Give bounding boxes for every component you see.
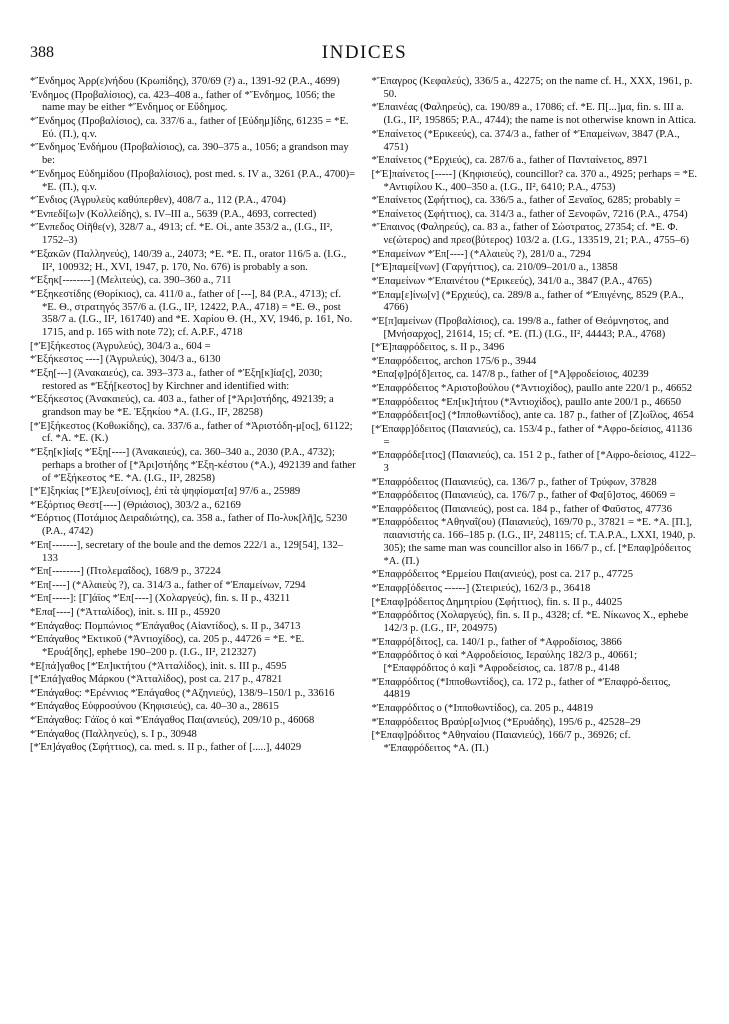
page-header xyxy=(30,40,699,66)
left-column xyxy=(30,76,358,1010)
index-entry: *Ἐπαφρόδειτος *Αριστοβούλου (*Ἀντιοχίδος), paullo ante 220/1 p., 46652 xyxy=(371,383,693,395)
index-entry: *Ἐπ[-----]: [Γ]άϊος *Ἐπ[----] (Χολαργεύς), fin. s. II p., 43211 xyxy=(30,593,291,605)
index-entry: *Ἐπαφρόδειτος Βραύρ[ω]νιος (*Ερυάδης), 195/6 p., 42528–29 xyxy=(371,716,641,728)
index-entry: *Ἐξήκεστος ----] (Ἀγρυλεύς), 304/3 a., 6130 xyxy=(30,354,221,366)
index-entry: *Ἐπ[--------] (Πτολεμαΐδος), 168/9 p., 37224 xyxy=(30,566,221,578)
index-entry: *Ἐπ[-------], secretary of the boule and the demos 222/1 a., 129[54], 132–133 xyxy=(30,539,344,564)
index-entry: *Ἐπαίνετος (Σφήττιος), ca. 314/3 a., father of Ξενοφῶν, 7216 (P.A., 4754) xyxy=(371,208,688,220)
index-entry: *Ἐπαφρό[διτος], ca. 140/1 p., father of *Αφροδίσιος, 3866 xyxy=(371,636,622,648)
index-entry: *Ἐπάγαθος *Εκτικοῦ (*Ἀντιοχίδος), ca. 205 p., 44726 = *Ε. *Ε. *Ερυά[δης], ephebe 190–200 p. (I.G., II², 212327) xyxy=(30,634,305,658)
index-entry: *Ἔνδημος Ἀρρ(ε)νήδου (Κρωπίδης), 370/69 (?) a., 1391-92 (P.A., 4699) xyxy=(30,76,340,87)
index-entry: *Ἐξήκεστος (Ἀνακαιεύς), ca. 403 a., father of [*Ἀρι]στήδης, 492139; a grandson may be *Ε. Ἐξηκίου *Α. (I.G., II², 28258) xyxy=(30,394,334,419)
index-entry: *Ἐπαμ[ε]ίνω[ν] (*Ερχιεύς), ca. 289/8 a., father of *Ἐπιγένης, 8529 (P.A., 4766) xyxy=(371,289,684,314)
index-entry: [*Ἐ]ξήκεστος (Ἀγρυλεύς), 304/3 a., 604 = xyxy=(30,340,211,352)
index-entry: *Ἐπαφρόδιτος (Χολαργεύς), fin. s. II p., 4328; cf. *Ε. Νίκωνος Χ., ephebe 142/3 p. (I.G., II², 204975) xyxy=(371,610,689,634)
index-entry: *Ἐπαίνετος (Σφήττιος), ca. 336/5 a., father of Ξεναῖος, 6285; probably = xyxy=(371,195,681,207)
index-entry: *Ἐπαφρόδιτος ο (*Ιπποθωντίδος), ca. 205 p., 44819 xyxy=(371,702,594,714)
index-entry: *Ἐπ[----] (*Αλαιεὺς ?), ca. 314/3 a., father of *Ἐπαμείνων, 7294 xyxy=(30,579,306,591)
index-entry: *Ἐξακῶν (Παλληνεύς), 140/39 a., 24073; *Ε. *Ε. Π., orator 116/5 a. (I.G., II², 100932; H., XVI, 1947, p. 170, No. 676) is probably a son. xyxy=(30,248,347,273)
index-entry: *Ἐπαφρόδε[ιτος] (Παιανιεύς), ca. 151 2 p., father of [*Αφρο-δείσιος, 4122–3 xyxy=(371,450,696,475)
index-entry: *Ἐπαφρόδειτος, archon 175/6 p., 3944 xyxy=(371,355,537,367)
index-entry: *Ἐνπεδί[ω]ν (Κολλείδης), s. IV–III a., 5639 (P.A., 4693, corrected) xyxy=(30,208,317,220)
index-entry: *Ἐπαινέας (Φαληρεύς), ca. 190/89 a., 17086; cf. *Ε. Π[...]μα, fin. s. III a. (I.G., II², 195865; P.A., 4744); the name is not otherwise known in Attica. xyxy=(371,102,697,127)
index-entry: *Ἐπαφρόδειτος (Παιανιεύς), ca. 136/7 p., father of Τρύφων, 37828 xyxy=(371,476,657,488)
index-entry: *Ἐπαφρόδειτος (Παιανιεύς), post ca. 184 p., father of Φαῦστος, 47736 xyxy=(371,503,672,515)
index-entry: *Ἐπαμείνων *Ἐπ[----] (*Αλαιεὺς ?), 281/0 a., 7294 xyxy=(371,248,591,260)
index-entry: *Ἐπαφρόδειτ[ος] (*Ιπποθωντίδος), ante ca. 187 p., father of [Ζ]ωΐλος, 4654 xyxy=(371,410,694,422)
index-entry: *Ἐπάγαθος: Πομπώνιος *Ἐπάγαθος (Αἰαντίδος), s. II p., 34713 xyxy=(30,620,301,632)
index-entry: *Ἐπαφρόδιτος ὁ καὶ *Αφροδείσιος, Ιεραύλης 182/3 p., 40661; [*Επαφρόδιτος ὁ κα]ὶ *Αφροδείσιος, ca. 187/8 p., 4148 xyxy=(371,650,638,674)
index-entry: [*Ἐ]παφρόδειτος, s. II p., 3496 xyxy=(371,342,505,354)
index-entry: [*Ἐ]ξήκεστος (Κοθωκίδης), ca. 337/6 a., father of *Ἀριστόδη-μ[ος], 61122; cf. *Α. *Ε. (Κ.) xyxy=(30,420,353,445)
index-entry: *Ἐπαφρόδειτος *Επ[ικ]τήτου (*Ἀντιοχίδος), paullo ante 200/1 p., 46650 xyxy=(371,396,682,408)
index-entry: *Επα[----] (*Ἀτταλίδος), init. s. III p., 45920 xyxy=(30,607,221,618)
index-entry: *Ἐπαφρόδιτος (*Ιπποθωντίδος), ca. 172 p., father of *Ἐπαφρό-δειτος, 44819 xyxy=(371,676,671,701)
index-entry: *Ἐξόρτιος Θεστ[----] (Θριάσιος), 303/2 a., 62169 xyxy=(30,499,241,511)
index-entry: *Ἔνδημος Εὐδημίδου (Προβαλίσιος), post med. s. IV a., 3261 (P.A., 4700)= *Ε. (Π.), q.v. xyxy=(30,168,356,193)
index-entry: *Ἐξηκ[--------] (Μελιτεύς), ca. 390–360 a., 711 xyxy=(30,275,232,287)
index-entry: [*Ἐ]παμεί[νων] (Γαργήττιος), ca. 210/09–201/0 a., 13858 xyxy=(371,262,618,274)
index-entry: *Ἐπαφρόδειτος *Αθηναΐ(ου) (Παιανιεύς), 169/70 p., 37821 = *Ε. *Α. [Π.], παιανιστής ca. 166–185 p. (I.G., II², 248115; cf. T.A.P.A., LXXI, 1940, p. 305); the same man was councillor also in 166/7 p., cf. [*Επαφ]ρόδειτος *Α. (Π.) xyxy=(371,517,696,567)
index-entry: *Ἐπαίνετος (*Ερικεεύς), ca. 374/3 a., father of *Ἐπαμείνων, 3847 (P.A., 4751) xyxy=(371,128,680,153)
index-entry: *Ἐπάγαθος: *Ερέννιος *Ἐπάγαθος (*Αζηνιεύς), 138/9–150/1 p., 33616 xyxy=(30,687,335,699)
index-entry: [*Επαφ]ρόδιτος *Αθηναίου (Παιανιεύς), 166/7 p., 36926; cf. *Ἐπαφρόδειτος *Α. (Π.) xyxy=(371,730,631,754)
index-entry: *Ἔνδημος Ἐνδήμου (Προβαλίσιος), ca. 390–375 a., 1056; a grandson may be: xyxy=(30,142,349,167)
index-entry: *Ἔνδιος (Ἀγρυλεὺς καθύπερθεν), 408/7 a., 112 (P.A., 4704) xyxy=(30,195,286,207)
index-entry: *Ἐξηκεστίδης (Θορίκιος), ca. 411/0 a., father of [---], 84 (P.A., 4713); cf. *Ε. Θ., στρατηγός 357/6 a. (I.G., II², 12422, P.A., 4718) = *Ε. Θ., post 358/7 a. (I.G., II², 161740) and *Ε. Χαρίου Θ. (H., XV, 1946, p. 161, No. 1715, and p. 165 with note 72); cf. A.P.F., 4718 xyxy=(30,288,353,339)
index-entry: *Ἐπαίνετος (*Ερχιεύς), ca. 287/6 a., father of Πανταίνετος, 8971 xyxy=(371,155,649,167)
index-entry: [*Ἐπά]γαθος Μάρκου (*Ἀτταλίδος), post ca. 217 p., 47821 xyxy=(30,674,283,686)
index-entry: *Ε[πά]γαθος [*Ἐπ]ικτήτου (*Ἀτταλίδος), init. s. III p., 4595 xyxy=(30,660,287,672)
index-entry: *Ἐπάγαθος: Γάϊος ὁ καὶ *Ἐπάγαθος Παι(ανιεύς), 209/10 p., 46068 xyxy=(30,714,315,726)
index-entry: *Επα[φ]ρό[δ]ειτος, ca. 147/8 p., father of [*Α]φροδείσιος, 40239 xyxy=(371,369,649,381)
index-entry: Ἐνδημος (Προβαλίσιος), ca. 423–408 a., father of *Ἔνδημος, 1056; the name may be either *Ἔνδημος or Εὔδημος. xyxy=(30,89,335,114)
index-entry: [*Ἐπαφρ]όδειτος (Παιανιεύς), ca. 153/4 p., father of *Αφρο-δείσιος, 41136 = xyxy=(371,423,692,448)
index-entry: *Ἔπαγρος (Κεφαλεύς), 336/5 a., 42275; on the name cf. H., XXX, 1961, p. 50. xyxy=(371,76,693,100)
index-entry: [*Ἐ]ξηκίας [*Ἐ]λευ[σίνιος], ἐπὶ τὰ ψηφίσματ[α] 97/6 a., 25989 xyxy=(30,486,301,498)
index-entry: *Ἐπάγαθος Εὐφροσύνου (Κηφισιεύς), ca. 40–30 a., 28615 xyxy=(30,701,279,713)
index-entry: *Ἔνδημος (Προβαλίσιος), ca. 337/6 a., father of [Εὐδημ]ίδης, 61235 = *Ε. Εὐ. (Π.), q.v. xyxy=(30,115,349,140)
index-entry: *Ἐξη[κ]ία[ς *Ἐξη[----] (Ἀνακαιεύς), ca. 360–340 a., 2030 (P.A., 4732); perhaps a brother of [*Ἀρι]στήδης *Ἐξη-κέστου (*Α.), 492139 and father of *Ἐξήκεστος *Ε. *Α. (I.G., II², 28258) xyxy=(30,447,356,484)
right-column xyxy=(372,76,700,1010)
index-columns xyxy=(30,76,699,1010)
index-entry: [*Επαφ]ρόδειτος Δημητρίου (Σφήττιος), fin. s. II p., 44025 xyxy=(371,596,623,608)
index-entry: *Ἐξη[---] (Ἀνακαιεύς), ca. 393–373 a., father of *Ἐξη[κ]ία[ς], 2030; restored as *Ἐξή[κεστος] by Kirchner and identified with: xyxy=(30,367,323,392)
page-number: 388 xyxy=(30,44,54,61)
index-entry: *Ἐπαφρ[όδειτος ------] (Στειριεύς), 162/3 p., 36418 xyxy=(371,583,591,594)
index-entry: *Ἐπαφρόδειτος *Ερμείου Παι(ανιεύς), post ca. 217 p., 47725 xyxy=(371,569,633,581)
index-entry: *Ἐπαφρόδειτος (Παιανιεύς), ca. 176/7 p., father of Φα[ῦ]στος, 46069 = xyxy=(371,490,676,502)
index-entry: *Ἐπαμείνων *Ἐπαινέτου (*Ερικεεύς), 341/0 a., 3847 (P.A., 4765) xyxy=(371,275,652,287)
index-entry: *Ἔνπεδος Οἰῆθε(ν), 328/7 a., 4913; cf. *Ε. Οἰ., ante 353/2 a., (I.G., II², 1752–3) xyxy=(30,222,333,247)
index-entry: *Ἐ[π]αμείνων (Προβαλίσιος), ca. 199/8 a., father of Θεόμνηστος, and [Μνήσαρχος], 21614, 15; cf. *Ε. (Π.) (I.G., II², 44443; P.A., 4768) xyxy=(371,315,669,340)
index-entry: *Ἔπαινος (Φαληρεύς), ca. 83 a., father of Σώστρατος, 27354; cf. *Ε. Φ. νε(ώτερος) and πρεσ(βύτερος) 103/2 a. (I.G., 133519, 21; P.A., 4755–6) xyxy=(371,222,690,247)
index-entry: *Ἑόρτιος (Ποτάμιος Δειραδιώτης), ca. 358 a., father of Πο-λυκ[λῆ]ς, 5230 (P.A., 4742) xyxy=(30,513,348,538)
index-entry: [*Ἐπ]άγαθος (Σφήττιος), ca. med. s. II p., father of [.....], 44029 xyxy=(30,742,302,754)
page-title: INDICES xyxy=(321,42,408,63)
index-entry: [*Ἐ]παίνετος [-----] (Κηφισιεύς), councillor? ca. 370 a., 4925; perhaps = *Ε. *Αντιφίλου Κ., 400–350 a. (I.G., II², 6410; P.A., 4753) xyxy=(371,168,698,193)
index-entry: *Ἐπάγαθος (Παλληνεύς), s. I p., 30948 xyxy=(30,728,197,740)
